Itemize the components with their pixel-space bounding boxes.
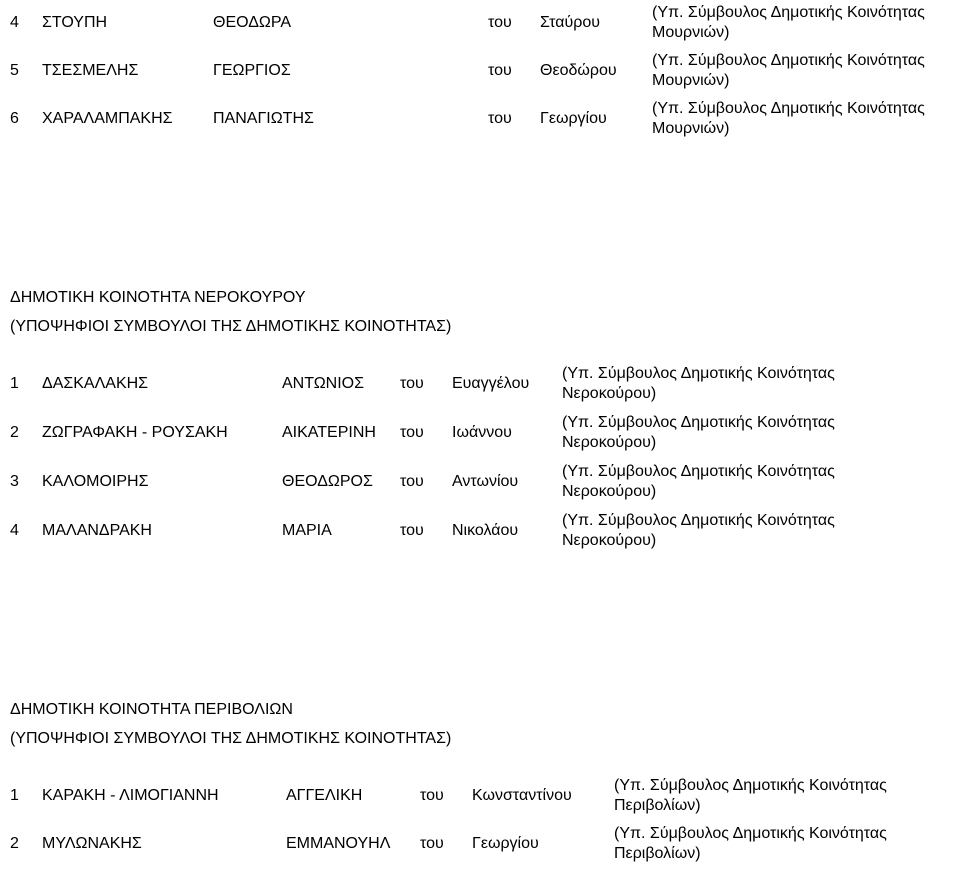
- candidate-row: [0, 511, 960, 551]
- candidate-number: 2: [10, 835, 19, 852]
- candidate-role-line1: (Υπ. Σύμβουλος Δημοτικής Κοινότητας: [562, 365, 835, 382]
- candidate-role: [614, 776, 887, 816]
- candidate-first-name: ΜΑΡΙΑ: [282, 522, 332, 539]
- candidate-row: [0, 3, 960, 43]
- candidate-role-line1: (Υπ. Σύμβουλος Δημοτικής Κοινότητας: [652, 52, 925, 69]
- candidate-first-name: ΑΝΤΩΝΙΟΣ: [282, 375, 365, 392]
- candidate-role-line1: (Υπ. Σύμβουλος Δημοτικής Κοινότητας: [562, 512, 835, 529]
- section-subheading: (ΥΠΟΨΗΦΙΟΙ ΣΥΜΒΟΥΛΟΙ ΤΗΣ ΔΗΜΟΤΙΚΗΣ ΚΟΙΝΟΤΗΤΑΣ): [10, 730, 452, 747]
- candidate-surname: ΤΣΕΣΜΕΛΗΣ: [42, 62, 139, 79]
- candidate-number: 1: [10, 787, 19, 804]
- candidate-role-line2: Νεροκούρου): [562, 532, 657, 549]
- father-name: Ιωάννου: [452, 424, 512, 441]
- candidate-number: 4: [10, 14, 19, 31]
- candidate-first-name: ΘΕΟΔΩΡΟΣ: [282, 473, 373, 490]
- patronymic-article: του: [400, 522, 424, 539]
- candidate-row: [0, 51, 960, 91]
- candidate-role-line1: (Υπ. Σύμβουλος Δημοτικής Κοινότητας: [652, 100, 925, 117]
- candidate-first-name: ΑΓΓΕΛΙΚΗ: [286, 787, 363, 804]
- candidate-first-name: ΕΜΜΑΝΟΥΗΛ: [286, 835, 391, 852]
- section-heading: ΔΗΜΟΤΙΚΗ ΚΟΙΝΟΤΗΤΑ ΝΕΡΟΚΟΥΡΟΥ: [10, 289, 306, 306]
- candidate-role-line2: Μουρνιών): [652, 24, 730, 41]
- candidate-surname: ΜΑΛΑΝΔΡΑΚΗ: [42, 522, 152, 539]
- candidate-role: [562, 511, 835, 551]
- candidate-surname: ΚΑΡΑΚΗ - ΛΙΜΟΓΙΑΝΝΗ: [42, 787, 219, 804]
- candidate-number: 1: [10, 375, 19, 392]
- candidate-role-line1: (Υπ. Σύμβουλος Δημοτικής Κοινότητας: [562, 414, 835, 431]
- candidate-role: [562, 413, 835, 453]
- father-name: Ευαγγέλου: [452, 375, 530, 392]
- candidate-role-line1: (Υπ. Σύμβουλος Δημοτικής Κοινότητας: [562, 463, 835, 480]
- candidate-first-name: ΠΑΝΑΓΙΩΤΗΣ: [213, 110, 314, 127]
- candidate-role-line2: Νεροκούρου): [562, 483, 657, 500]
- candidate-first-name: ΘΕΟΔΩΡΑ: [213, 14, 292, 31]
- patronymic-article: του: [488, 62, 512, 79]
- candidate-role-line1: (Υπ. Σύμβουλος Δημοτικής Κοινότητας: [614, 825, 887, 842]
- candidate-row: [0, 413, 960, 453]
- patronymic-article: του: [400, 424, 424, 441]
- candidate-number: 3: [10, 473, 19, 490]
- candidate-number: 5: [10, 62, 19, 79]
- candidate-role: [652, 51, 925, 91]
- father-name: Αντωνίου: [452, 473, 519, 490]
- candidate-role-line1: (Υπ. Σύμβουλος Δημοτικής Κοινότητας: [614, 777, 887, 794]
- patronymic-article: του: [488, 14, 512, 31]
- candidate-surname: ΖΩΓΡΑΦΑΚΗ - ΡΟΥΣΑΚΗ: [42, 424, 228, 441]
- candidate-role: [652, 99, 925, 139]
- patronymic-article: του: [420, 787, 444, 804]
- candidate-role-line2: Νεροκούρου): [562, 385, 657, 402]
- candidate-row: [0, 364, 960, 404]
- candidate-role-line2: Περιβολίων): [614, 797, 701, 814]
- candidate-surname: ΧΑΡΑΛΑΜΠΑΚΗΣ: [42, 110, 173, 127]
- father-name: Νικολάου: [452, 522, 519, 539]
- candidate-surname: ΜΥΛΩΝΑΚΗΣ: [42, 835, 142, 852]
- candidate-first-name: ΓΕΩΡΓΙΟΣ: [213, 62, 291, 79]
- father-name: Σταύρου: [540, 14, 600, 31]
- candidate-role: [652, 3, 925, 43]
- candidate-role-line1: (Υπ. Σύμβουλος Δημοτικής Κοινότητας: [652, 4, 925, 21]
- candidate-first-name: ΑΙΚΑΤΕΡΙΝΗ: [282, 424, 376, 441]
- section-subheading: (ΥΠΟΨΗΦΙΟΙ ΣΥΜΒΟΥΛΟΙ ΤΗΣ ΔΗΜΟΤΙΚΗΣ ΚΟΙΝΟΤΗΤΑΣ): [10, 318, 452, 335]
- candidate-number: 4: [10, 522, 19, 539]
- father-name: Γεωργίου: [472, 835, 539, 852]
- patronymic-article: του: [420, 835, 444, 852]
- candidate-role-line2: Μουρνιών): [652, 72, 730, 89]
- patronymic-article: του: [400, 375, 424, 392]
- candidate-row: [0, 824, 960, 864]
- candidate-number: 6: [10, 110, 19, 127]
- candidate-role: [562, 462, 835, 502]
- candidate-row: [0, 776, 960, 816]
- candidate-role-line2: Μουρνιών): [652, 120, 730, 137]
- father-name: Θεοδώρου: [540, 62, 617, 79]
- candidate-row: [0, 462, 960, 502]
- candidate-role: [614, 824, 887, 864]
- candidate-row: [0, 99, 960, 139]
- candidate-role: [562, 364, 835, 404]
- father-name: Γεωργίου: [540, 110, 607, 127]
- candidate-surname: ΚΑΛΟΜΟΙΡΗΣ: [42, 473, 149, 490]
- candidate-number: 2: [10, 424, 19, 441]
- patronymic-article: του: [400, 473, 424, 490]
- candidate-role-line2: Νεροκούρου): [562, 434, 657, 451]
- candidate-role-line2: Περιβολίων): [614, 845, 701, 862]
- candidate-surname: ΔΑΣΚΑΛΑΚΗΣ: [42, 375, 149, 392]
- patronymic-article: του: [488, 110, 512, 127]
- section-heading: ΔΗΜΟΤΙΚΗ ΚΟΙΝΟΤΗΤΑ ΠΕΡΙΒΟΛΙΩΝ: [10, 701, 293, 718]
- father-name: Κωνσταντίνου: [472, 787, 572, 804]
- candidate-surname: ΣΤΟΥΠΗ: [42, 14, 108, 31]
